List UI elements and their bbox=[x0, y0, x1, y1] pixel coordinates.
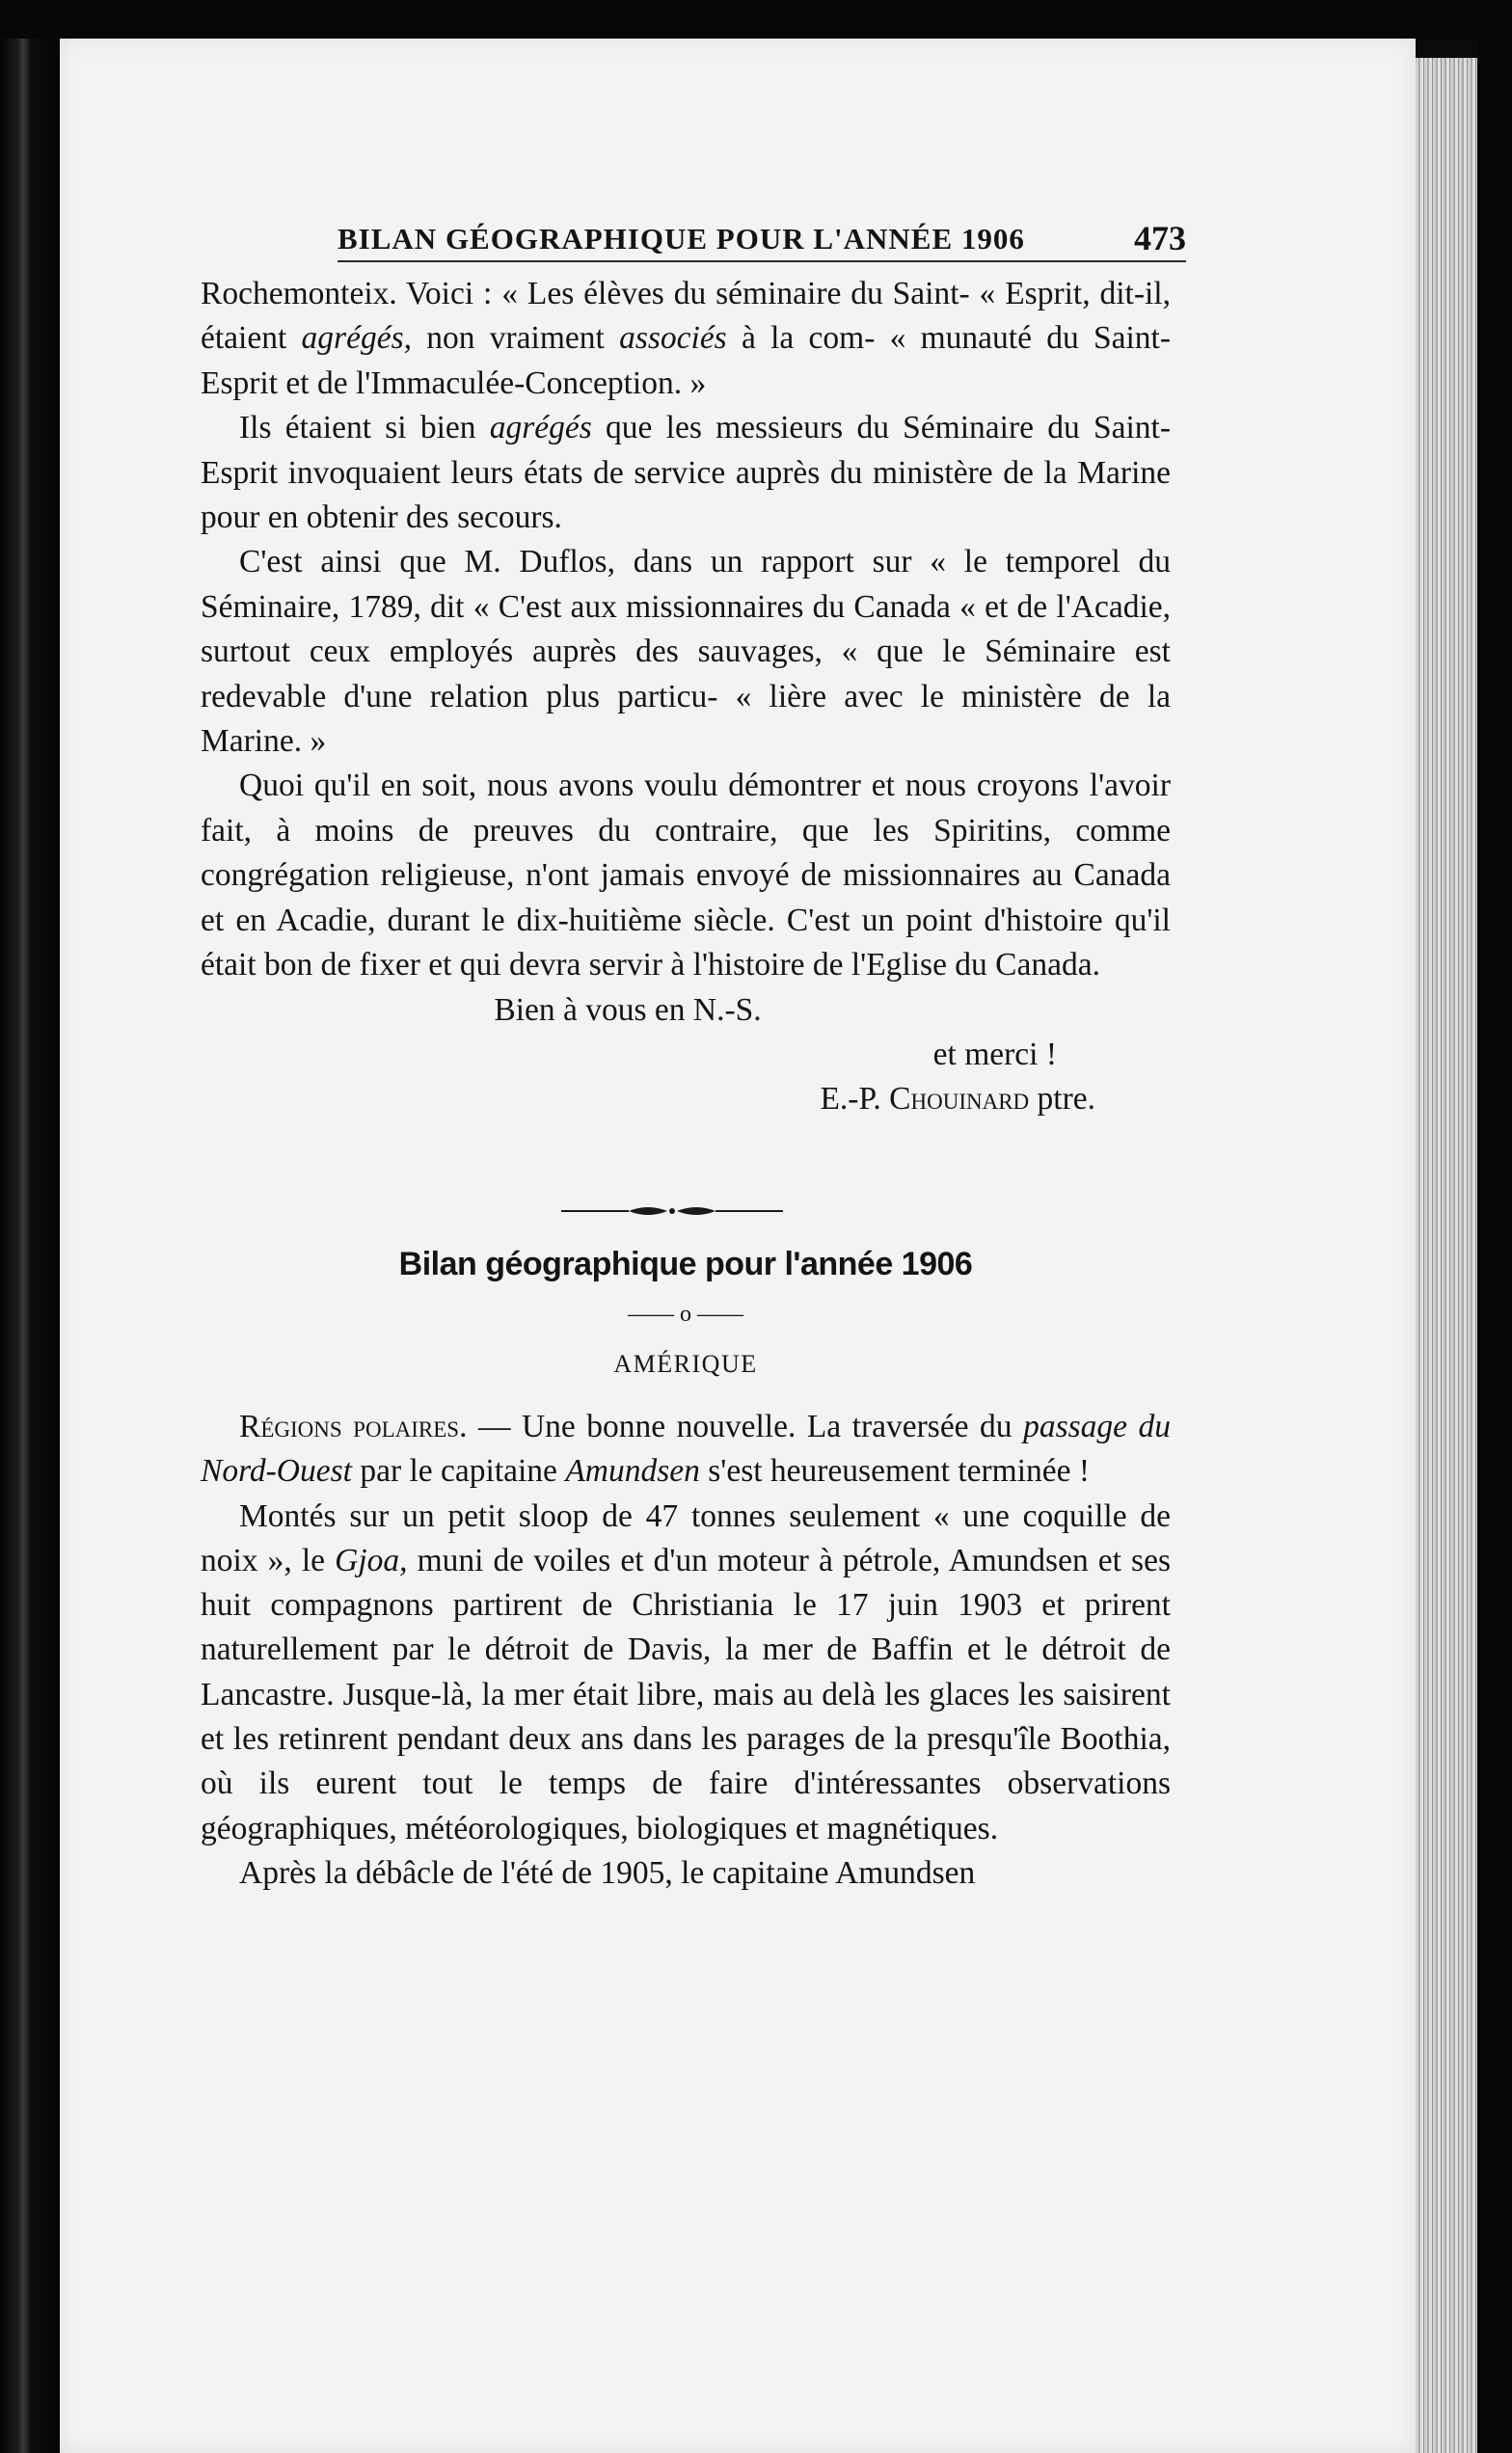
article-paragraph-3: Après la débâcle de l'été de 1905, le capitaine Amundsen bbox=[239, 1854, 976, 1891]
letter-p1-emphasis-1: agrégés, bbox=[301, 320, 412, 357]
signature-suffix: ptre. bbox=[1037, 1081, 1095, 1118]
article-p1-text-b: par le capitaine bbox=[351, 1453, 566, 1490]
letter-p1-emphasis-2: associés bbox=[619, 320, 727, 357]
letter-paragraph-2 bbox=[201, 406, 1171, 540]
article-p2-emphasis: Gjoa, bbox=[335, 1542, 408, 1578]
letter-paragraph-1 bbox=[201, 272, 1171, 406]
article-separator: —— o —— bbox=[628, 1302, 743, 1327]
letter-paragraph-3: C'est ainsi que M. Duflos, dans un rapport sur « le temporel du Séminaire, 1789, dit « C'est aux missionnaires du Canada « et de l'Acadie, surtout ceux employés auprès des sauvages, « que le Séminaire est redevable d'une relation plus particu- « lière avec le ministère de la Marine. » bbox=[201, 544, 1171, 760]
running-title: BILAN GÉOGRAPHIQUE POUR L'ANNÉE 1906 bbox=[338, 222, 1025, 256]
article-p1-text-c: s'est heureusement terminée ! bbox=[699, 1453, 1091, 1490]
book-page-edges bbox=[1416, 58, 1477, 2453]
section-heading: AMÉRIQUE bbox=[613, 1350, 758, 1378]
letter-closing: Bien à vous en N.-S. bbox=[494, 991, 762, 1028]
article-p1-text-a: — Une bonne nouvelle. La traversée du bbox=[467, 1409, 1024, 1444]
scan-left-border bbox=[0, 39, 60, 2453]
scan-top-border bbox=[0, 0, 1512, 40]
article-p2-text-a: Montés sur un petit sloop de 47 tonnes seulement « une coquille de noix », le bbox=[201, 1497, 1171, 1578]
signature-name: Chouinard bbox=[889, 1081, 1030, 1118]
running-head bbox=[338, 212, 1186, 262]
letter-p1-text-a: Rochemonteix. Voici : « Les élèves du séminaire du Saint- « Esprit, dit-il, étaient bbox=[201, 276, 1171, 357]
article-p1-emphasis-2: Amundsen bbox=[565, 1453, 700, 1490]
scan-right-border bbox=[1477, 0, 1512, 2453]
article-p1-lead: Régions polaires. bbox=[239, 1409, 468, 1444]
letter-p2-text-b: que les messieurs du Séminaire du Saint-Esprit invoquaient leurs états de service auprès du ministère de la Marine pour en obtenir des secours. bbox=[201, 410, 1171, 536]
letter-p2-text-a: Ils étaient si bien bbox=[239, 410, 490, 446]
page-number: 473 bbox=[1134, 219, 1186, 257]
letter-p2-emphasis: agrégés bbox=[489, 410, 592, 446]
article-title: Bilan géographique pour l'année 1906 bbox=[398, 1246, 973, 1282]
article-p1-emphasis-1: passage du Nord-Ouest bbox=[201, 1409, 1172, 1490]
letter-signature bbox=[201, 1077, 1171, 1121]
letter-paragraph-4: Quoi qu'il en soit, nous avons voulu démontrer et nous croyons l'avoir fait, à moins de preuves du contraire, que les Spiritins, comme congrégation religieuse, n'ont jamais envoyé de missionnaires au Canada et en Acadie, durant le dix-huitième siècle. C'est un point d'histoire qu'il était bon de fixer et qui devra servir à l'histoire de l'Eglise du Canada. bbox=[201, 768, 1171, 984]
article-paragraph-1 bbox=[201, 1405, 1171, 1495]
article-p2-text-b: muni de voiles et d'un moteur à pétrole, Amundsen et ses huit compagnons partirent de Christiania le 17 juin 1903 et prirent naturellement par le détroit de Davis, la mer de Baffin et le détroit de Lancastre. Jusque-là, la mer était libre, mais au delà les glaces les saisirent et les retinrent pendant deux ans dans les parages de la presqu'île Boothia, où ils eurent tout le temps de faire d'intéressantes observations géographiques, météorologiques, biologiques et magnétiques. bbox=[201, 1542, 1171, 1846]
ornament-divider bbox=[561, 1201, 783, 1221]
letter-thanks: et merci ! bbox=[932, 1036, 1057, 1072]
article-paragraph-2 bbox=[201, 1495, 1171, 1851]
signature-initials: E.-P. bbox=[820, 1081, 881, 1118]
letter-body bbox=[201, 272, 1171, 1122]
letter-p1-text-c: à la com- « munauté du Saint-Esprit et de l'Immaculée-Conception. » bbox=[201, 320, 1171, 401]
article-body bbox=[201, 1405, 1171, 1896]
letter-p1-text-b: non vraiment bbox=[411, 320, 620, 357]
